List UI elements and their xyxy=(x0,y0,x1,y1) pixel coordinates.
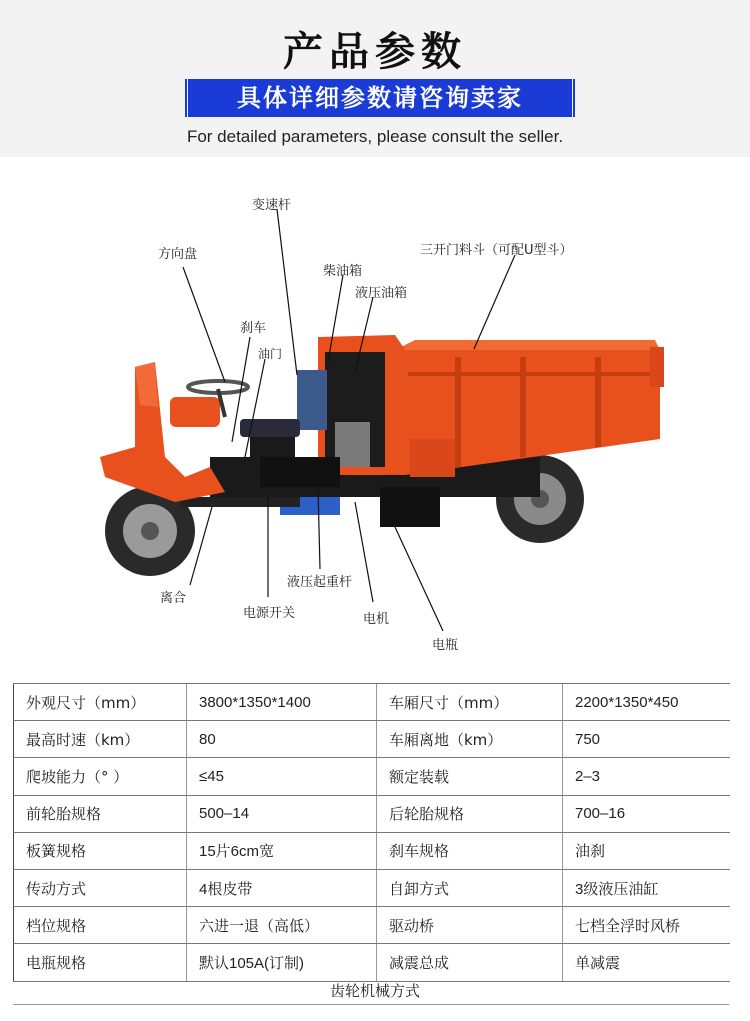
spec-row xyxy=(14,758,730,795)
spec-value: 3800*1350*1400 xyxy=(187,684,377,721)
spec-label: 电瓶规格 xyxy=(14,944,187,981)
spec-value: 700–16 xyxy=(563,795,730,832)
banner xyxy=(185,79,575,117)
spec-value: 七档全浮时风桥 xyxy=(563,907,730,944)
spec-label: 车厢离地（km） xyxy=(377,721,563,758)
spec-table xyxy=(13,683,730,982)
spec-label: 车厢尺寸（mm） xyxy=(377,684,563,721)
vehicle-diagram xyxy=(0,157,750,670)
spec-label: 后轮胎规格 xyxy=(377,795,563,832)
cab-frame xyxy=(260,335,410,487)
spec-row xyxy=(14,907,730,944)
spec-label: 传动方式 xyxy=(14,869,187,906)
spec-row xyxy=(14,721,730,758)
spec-value: 单减震 xyxy=(563,944,730,981)
label-hydraulic-tank: 液压油箱 xyxy=(355,286,408,301)
subtitle: For detailed parameters, please consult the seller. xyxy=(186,127,564,146)
banner-edge-left xyxy=(185,79,187,117)
spec-row xyxy=(14,795,730,832)
tricycle-illustration xyxy=(0,157,750,670)
spec-row xyxy=(14,869,730,906)
spec-value: 500–14 xyxy=(187,795,377,832)
label-power-switch: 电源开关 xyxy=(243,606,296,621)
spec-value: 4根皮带 xyxy=(187,869,377,906)
spec-label: 外观尺寸（mm） xyxy=(14,684,187,721)
spec-table-body xyxy=(14,684,730,982)
spec-label: 爬坡能力（° ） xyxy=(14,758,187,795)
spec-row xyxy=(14,684,730,721)
label-clutch: 离合 xyxy=(160,591,187,606)
label-throttle: 油门 xyxy=(258,347,283,361)
spec-label: 驱动桥 xyxy=(377,907,563,944)
spec-label: 刹车规格 xyxy=(377,832,563,869)
label-brake: 刹车 xyxy=(240,321,267,336)
spec-label: 档位规格 xyxy=(14,907,187,944)
page-title: 产品参数 xyxy=(283,29,467,75)
spec-value: ≤45 xyxy=(187,758,377,795)
label-diesel-tank: 柴油箱 xyxy=(323,264,363,279)
banner-edge-right xyxy=(573,79,575,117)
spec-value: 默认105A(订制) xyxy=(187,944,377,981)
label-cargo-box: 三开门料斗（可配U型斗） xyxy=(420,243,573,258)
spec-value: 80 xyxy=(187,721,377,758)
spec-label: 额定装载 xyxy=(377,758,563,795)
spec-label: 前轮胎规格 xyxy=(14,795,187,832)
spec-value: 六进一退（高低） xyxy=(187,907,377,944)
banner-text: 具体详细参数请咨询卖家 xyxy=(188,79,572,117)
cargo-box xyxy=(395,340,664,477)
spec-value: 15片6cm宽 xyxy=(187,832,377,869)
spec-label: 减震总成 xyxy=(377,944,563,981)
label-battery: 电瓶 xyxy=(432,638,459,653)
spec-label: 板簧规格 xyxy=(14,832,187,869)
spec-value: 3级液压油缸 xyxy=(563,869,730,906)
spec-row xyxy=(14,832,730,869)
spec-value: 2–3 xyxy=(563,758,730,795)
label-hydraulic-lift-rod: 液压起重杆 xyxy=(287,575,353,590)
spec-value: 2200*1350*450 xyxy=(563,684,730,721)
footer-note: 齿轮机械方式 xyxy=(329,982,420,1000)
footer-divider xyxy=(13,1004,729,1005)
spec-value: 油刹 xyxy=(563,832,730,869)
spec-row xyxy=(14,944,730,981)
label-motor: 电机 xyxy=(363,612,390,627)
spec-value: 750 xyxy=(563,721,730,758)
label-steering-wheel: 方向盘 xyxy=(158,247,198,262)
header-section xyxy=(0,0,750,157)
label-gear-lever: 变速杆 xyxy=(252,198,292,213)
spec-label: 最高时速（km） xyxy=(14,721,187,758)
spec-label: 自卸方式 xyxy=(377,869,563,906)
